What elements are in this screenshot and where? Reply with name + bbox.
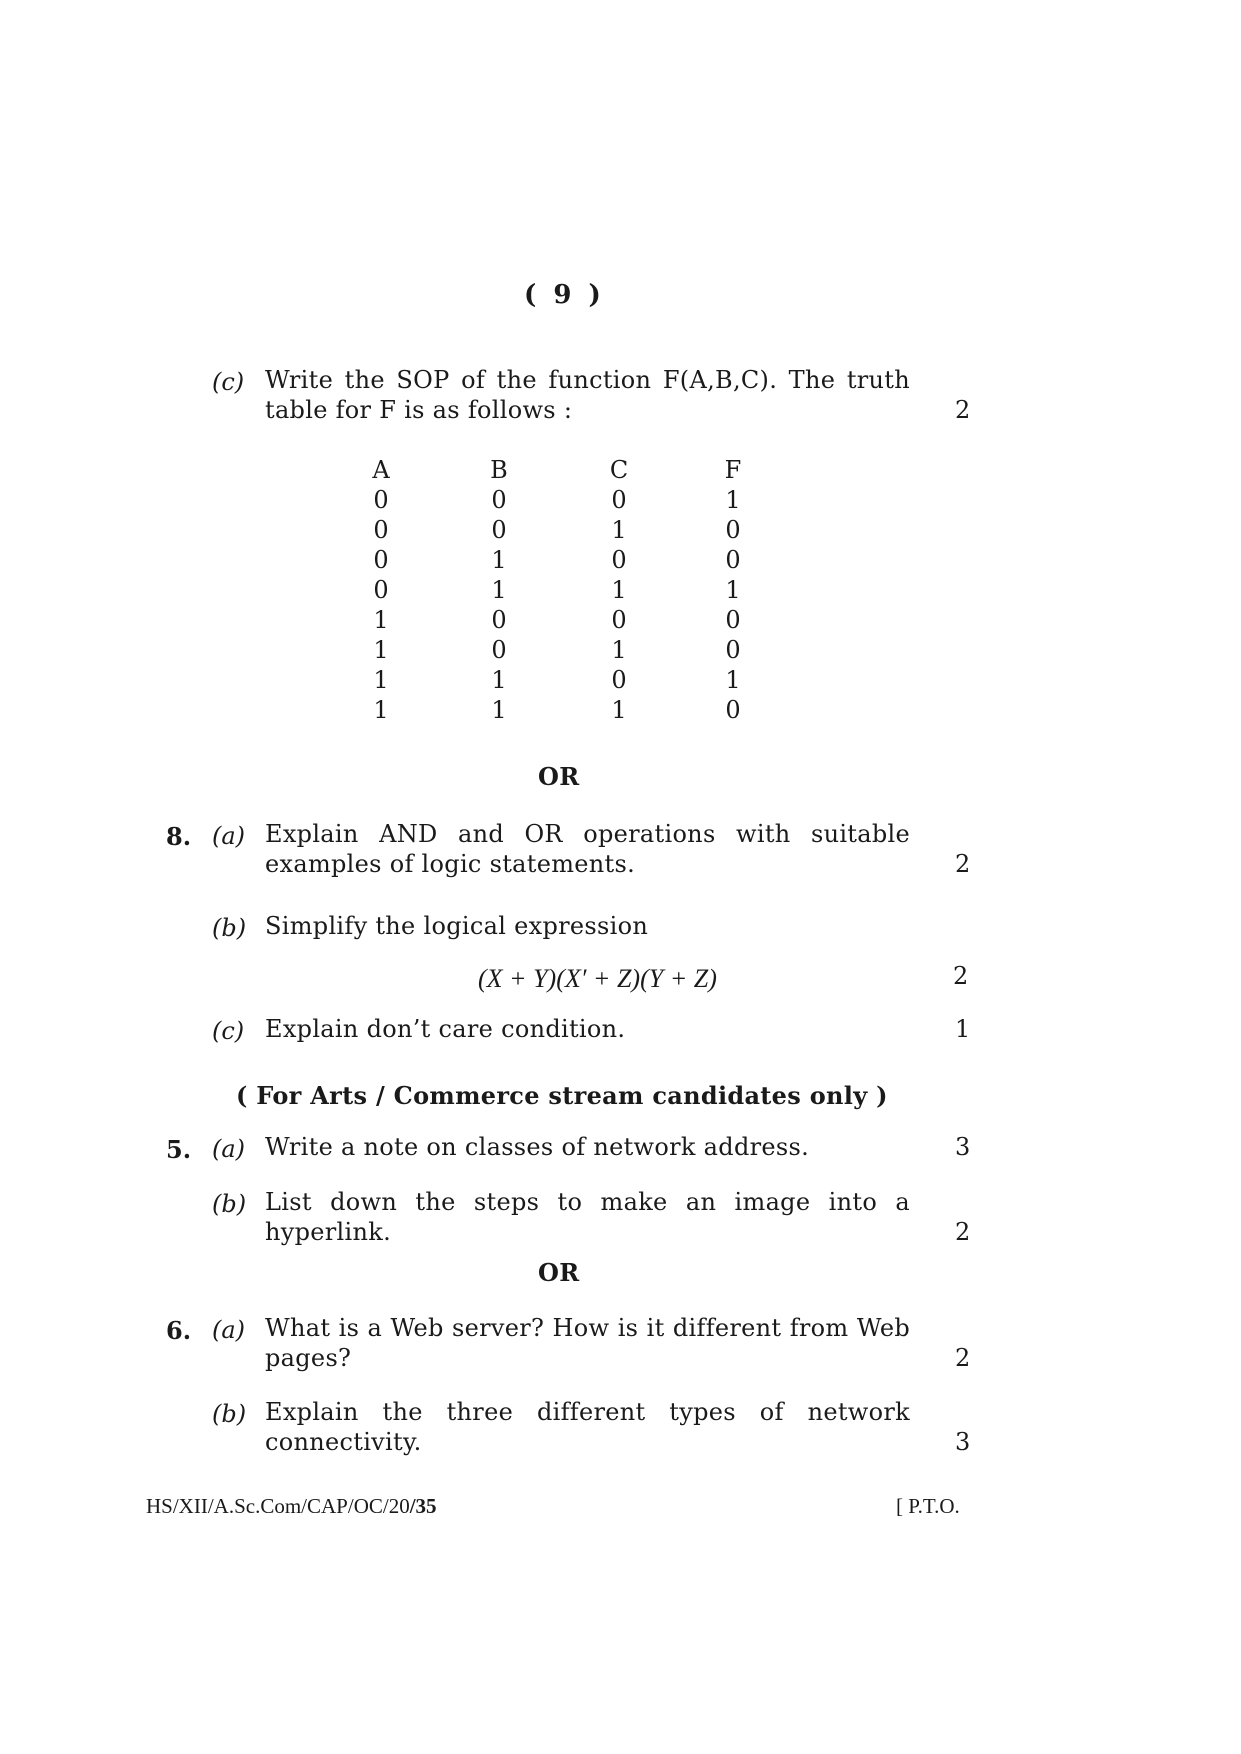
truth-table-cell: 1: [611, 636, 627, 664]
q6a-label: (a): [212, 1316, 246, 1344]
q8a-marks: 2: [955, 850, 971, 878]
q6b-marks: 3: [955, 1428, 971, 1456]
q6b-line1: Explain the three different types of network: [265, 1398, 910, 1426]
q6a-marks: 2: [955, 1344, 971, 1372]
truth-table-cell: 0: [491, 606, 507, 634]
q7c-marks: 2: [955, 396, 971, 424]
q6a-line2: pages?: [265, 1344, 352, 1372]
q8-number: 8.: [166, 822, 192, 851]
truth-table-cell: 1: [725, 666, 741, 694]
q5b-label: (b): [212, 1190, 247, 1218]
footer-code-text: HS/XII/A.Sc.Com/CAP/OC/20: [146, 1494, 410, 1518]
q5a-marks: 3: [955, 1133, 971, 1161]
q5a-line1: Write a note on classes of network address.: [265, 1133, 810, 1161]
header-f: F: [724, 456, 742, 484]
q8b-line1: Simplify the logical expression: [265, 912, 649, 940]
truth-table-cell: 0: [725, 516, 741, 544]
stream-heading: ( For Arts / Commerce stream candidates only ): [236, 1081, 888, 1110]
q8b-label: (b): [212, 914, 247, 942]
truth-table-cell: 0: [725, 696, 741, 724]
q8b-marks: 2: [953, 962, 969, 990]
header-c: C: [609, 456, 629, 484]
truth-table-cell: 0: [725, 546, 741, 574]
q6b-line2: connectivity.: [265, 1428, 422, 1456]
q6b-label: (b): [212, 1400, 247, 1428]
truth-table-cell: 1: [491, 666, 507, 694]
q5-number: 5.: [166, 1135, 192, 1164]
truth-table-cell: 0: [373, 516, 389, 544]
truth-table-cell: 0: [611, 666, 627, 694]
or-divider-1: OR: [538, 762, 580, 791]
header-a: A: [372, 456, 390, 484]
q8c-label: (c): [212, 1017, 245, 1045]
truth-table-cell: 0: [611, 546, 627, 574]
truth-table-cell: 0: [373, 486, 389, 514]
q7c-line2: table for F is as follows :: [265, 396, 573, 424]
truth-table-cell: 0: [491, 516, 507, 544]
q5b-line2: hyperlink.: [265, 1218, 392, 1246]
q5b-marks: 2: [955, 1218, 971, 1246]
truth-table-cell: 0: [491, 486, 507, 514]
truth-table-cell: 0: [491, 636, 507, 664]
q8a-line1: Explain AND and OR operations with suitable: [265, 820, 910, 848]
truth-table-cell: 1: [373, 696, 389, 724]
q8b-expression: (X + Y)(X′ + Z)(Y + Z): [478, 964, 717, 993]
footer-code-bold: /35: [409, 1494, 437, 1518]
q6-number: 6.: [166, 1316, 192, 1345]
q8c-marks: 1: [955, 1015, 971, 1043]
truth-table-cell: 1: [491, 546, 507, 574]
page-number: ( 9 ): [524, 280, 605, 310]
truth-table-cell: 0: [373, 576, 389, 604]
truth-table-cell: 1: [611, 576, 627, 604]
footer-code: [146, 1494, 437, 1519]
truth-table-cell: 0: [725, 606, 741, 634]
truth-table-cell: 0: [373, 546, 389, 574]
q5a-label: (a): [212, 1135, 246, 1163]
or-divider-2: OR: [538, 1258, 580, 1287]
truth-table-cell: 0: [611, 486, 627, 514]
truth-table-cell: 1: [373, 666, 389, 694]
q8c-line1: Explain don’t care condition.: [265, 1015, 626, 1043]
q7c-label: (c): [212, 368, 245, 396]
truth-table-cell: 1: [491, 576, 507, 604]
header-b: B: [490, 456, 508, 484]
q6a-line1: What is a Web server? How is it different from Web: [265, 1314, 910, 1342]
truth-table-cell: 1: [373, 636, 389, 664]
truth-table-cell: 1: [611, 696, 627, 724]
truth-table-cell: 1: [611, 516, 627, 544]
truth-table-cell: 1: [373, 606, 389, 634]
truth-table-cell: 1: [725, 576, 741, 604]
q7c-line1: Write the SOP of the function F(A,B,C). The truth: [265, 366, 910, 394]
truth-table-cell: 0: [725, 636, 741, 664]
truth-table-cell: 0: [611, 606, 627, 634]
q8a-line2: examples of logic statements.: [265, 850, 636, 878]
truth-table-cell: 1: [725, 486, 741, 514]
footer-pto: [ P.T.O.: [896, 1494, 960, 1518]
truth-table-cell: 1: [491, 696, 507, 724]
q8a-label: (a): [212, 822, 246, 850]
q5b-line1: List down the steps to make an image into a: [265, 1188, 910, 1216]
